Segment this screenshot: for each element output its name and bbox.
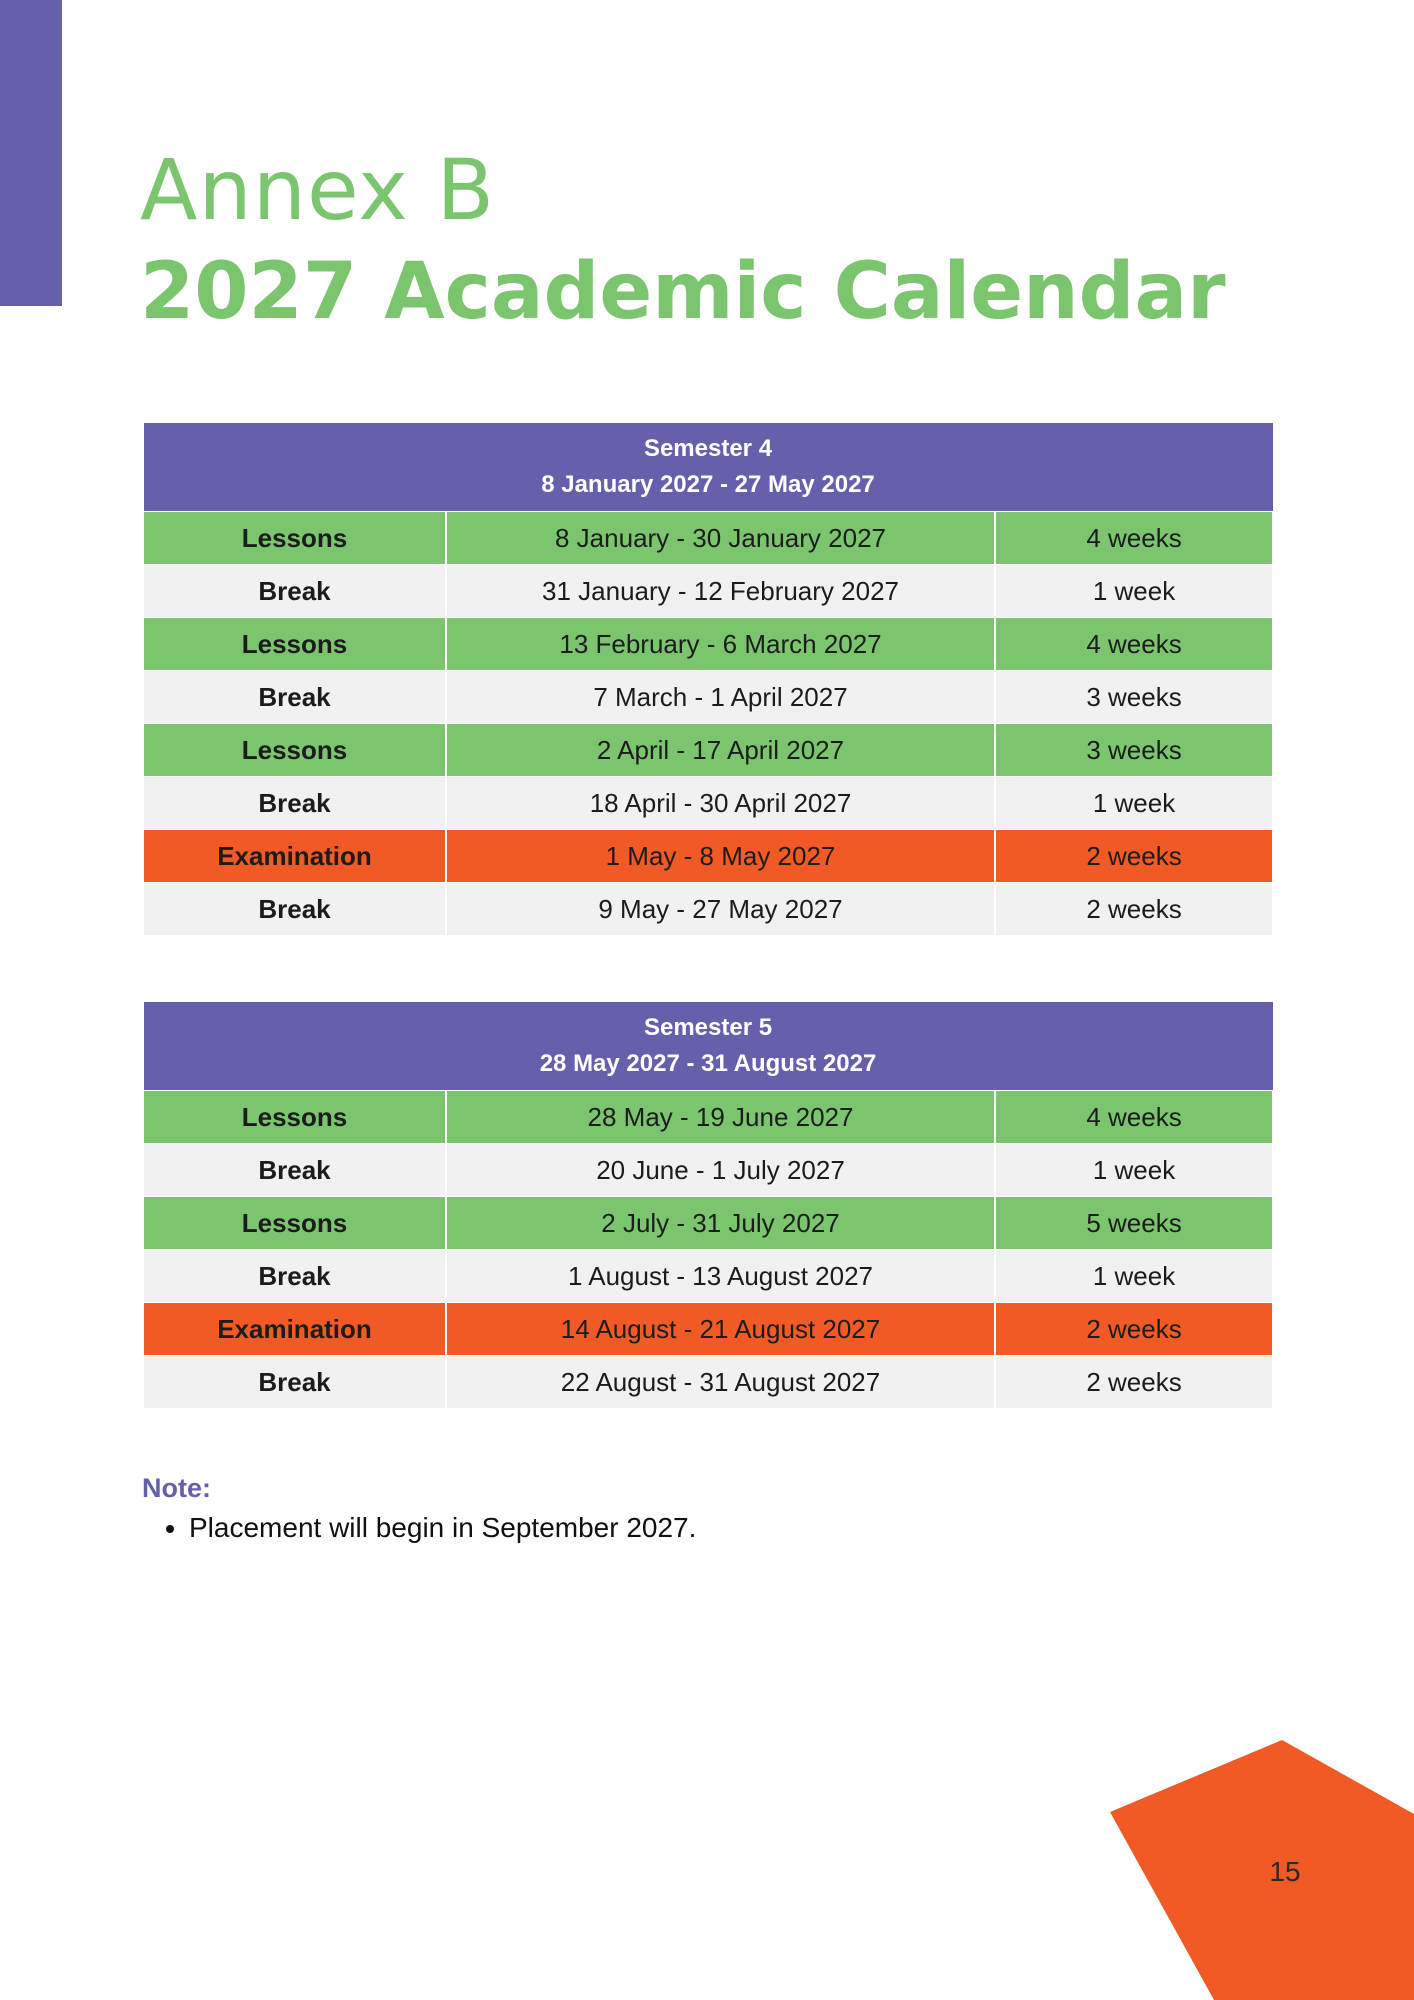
period-dates: 18 April - 30 April 2027 [446, 777, 995, 830]
semester-4-range: 8 January 2027 - 27 May 2027 [541, 471, 875, 498]
table-row [143, 1197, 1273, 1250]
period-duration: 4 weeks [995, 618, 1273, 671]
period-duration: 1 week [995, 1144, 1273, 1197]
semester-5-range: 28 May 2027 - 31 August 2027 [539, 1050, 877, 1077]
period-type: Break [143, 671, 446, 724]
table-row [143, 777, 1273, 830]
table-row [143, 1250, 1273, 1303]
page-number: 15 [1269, 1856, 1301, 1887]
period-type: Break [143, 883, 446, 936]
period-type: Lessons [143, 1197, 446, 1250]
table-row [143, 1356, 1273, 1409]
title-block [140, 140, 1340, 342]
period-type: Break [143, 1144, 446, 1197]
period-type: Examination [143, 1303, 446, 1356]
note-section [142, 1470, 696, 1548]
period-dates: 1 May - 8 May 2027 [446, 830, 995, 883]
period-type: Lessons [143, 724, 446, 777]
period-dates: 2 April - 17 April 2027 [446, 724, 995, 777]
note-list [142, 1508, 696, 1548]
semester-4-table [142, 422, 1274, 936]
table-row [143, 565, 1273, 618]
table-row [143, 883, 1273, 936]
semester-4-header-row [143, 423, 1273, 512]
period-duration: 2 weeks [995, 1303, 1273, 1356]
table-row [143, 724, 1273, 777]
table-row [143, 1144, 1273, 1197]
period-dates: 1 August - 13 August 2027 [446, 1250, 995, 1303]
period-duration: 2 weeks [995, 1356, 1273, 1409]
decorative-side-bar [0, 0, 62, 306]
annex-title: Annex B [140, 141, 496, 239]
period-duration: 1 week [995, 1250, 1273, 1303]
semester-4-title: Semester 4 [643, 435, 773, 462]
period-dates: 20 June - 1 July 2027 [446, 1144, 995, 1197]
period-dates: 9 May - 27 May 2027 [446, 883, 995, 936]
period-dates: 22 August - 31 August 2027 [446, 1356, 995, 1409]
period-duration: 4 weeks [995, 1091, 1273, 1144]
period-dates: 14 August - 21 August 2027 [446, 1303, 995, 1356]
period-duration: 3 weeks [995, 671, 1273, 724]
semester-5-title: Semester 5 [643, 1014, 773, 1041]
period-type: Break [143, 1356, 446, 1409]
period-duration: 2 weeks [995, 830, 1273, 883]
note-item: • Placement will begin in September 2027. [189, 1508, 696, 1548]
table-row [143, 618, 1273, 671]
semester-5-header [143, 1002, 1273, 1091]
period-duration: 5 weeks [995, 1197, 1273, 1250]
period-duration: 3 weeks [995, 724, 1273, 777]
period-type: Break [143, 777, 446, 830]
table-row [143, 1091, 1273, 1144]
table-row [143, 1303, 1273, 1356]
period-duration: 1 week [995, 777, 1273, 830]
table-row [143, 830, 1273, 883]
semester-5-table [142, 1001, 1274, 1409]
period-dates: 2 July - 31 July 2027 [446, 1197, 995, 1250]
page-title: 2027 Academic Calendar [140, 247, 1226, 337]
table-row [143, 671, 1273, 724]
semester-4-rows [143, 512, 1273, 936]
period-dates: 7 March - 1 April 2027 [446, 671, 995, 724]
note-label: Note: [142, 1473, 211, 1503]
period-dates: 8 January - 30 January 2027 [446, 512, 995, 565]
period-duration: 1 week [995, 565, 1273, 618]
period-type: Examination [143, 830, 446, 883]
period-type: Lessons [143, 512, 446, 565]
period-dates: 28 May - 19 June 2027 [446, 1091, 995, 1144]
period-duration: 4 weeks [995, 512, 1273, 565]
period-dates: 13 February - 6 March 2027 [446, 618, 995, 671]
period-type: Lessons [143, 618, 446, 671]
semester-4-header [143, 423, 1273, 512]
period-duration: 2 weeks [995, 883, 1273, 936]
semester-5-header-row [143, 1002, 1273, 1091]
semester-5-rows [143, 1091, 1273, 1409]
period-type: Break [143, 1250, 446, 1303]
table-row [143, 512, 1273, 565]
period-type: Break [143, 565, 446, 618]
period-type: Lessons [143, 1091, 446, 1144]
period-dates: 31 January - 12 February 2027 [446, 565, 995, 618]
